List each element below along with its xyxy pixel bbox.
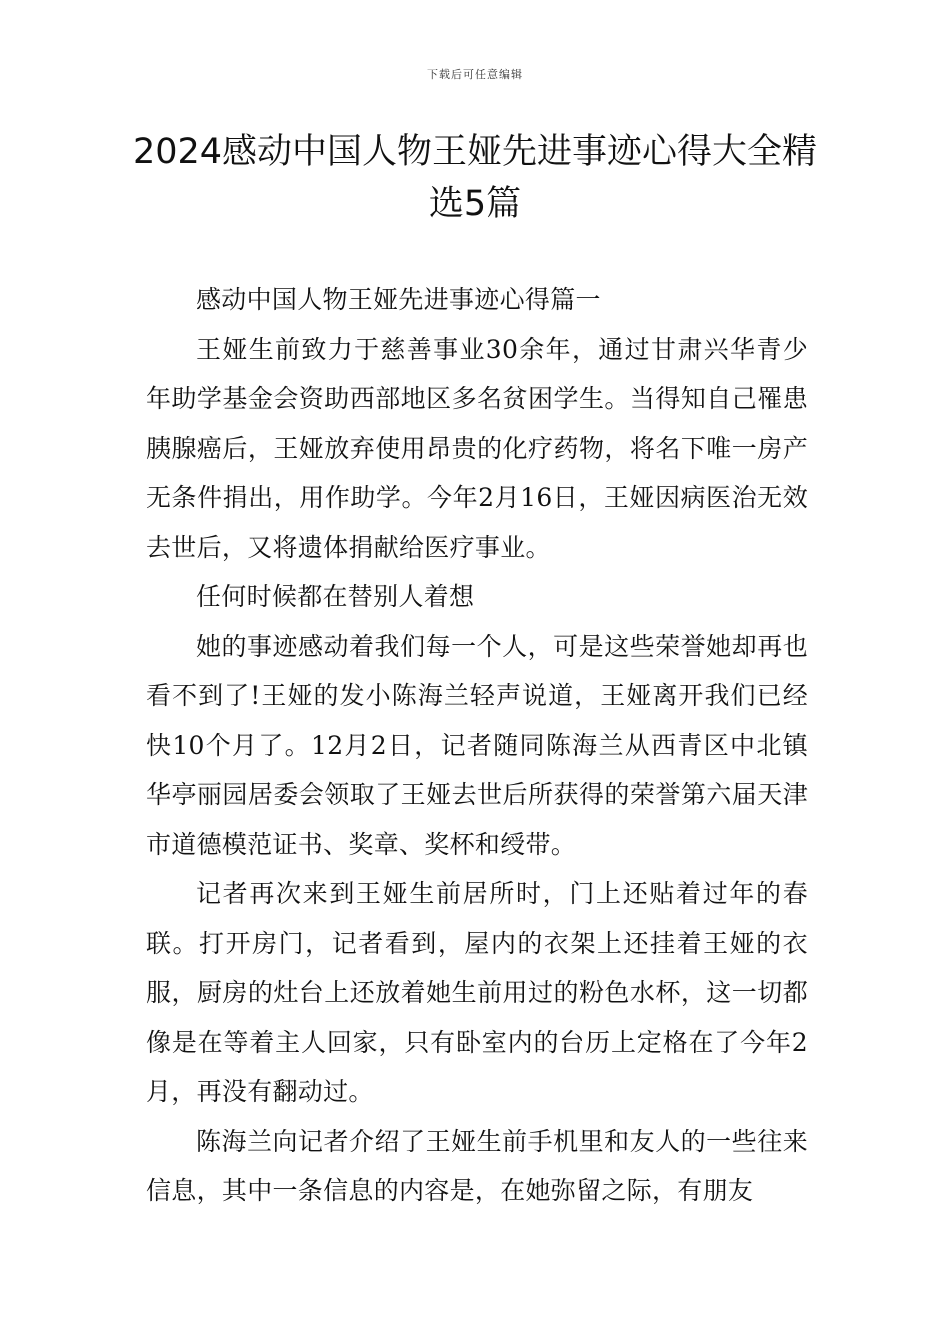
document-title: 2024感动中国人物王娅先进事迹心得大全精选5篇 bbox=[132, 132, 818, 224]
paragraph: 陈海兰向记者介绍了王娅生前手机里和友人的一些往来信息，其中一条信息的内容是，在她弥留之际，有朋友 bbox=[146, 1126, 808, 1205]
header-note: 下载后可任意编辑 bbox=[427, 68, 523, 81]
paragraph: 记者再次来到王娅生前居所时，门上还贴着过年的春联。打开房门，记者看到，屋内的衣架上还挂着王娅的衣服，厨房的灶台上还放着她生前用过的粉色水杯，这一切都像是在等着主人回家，只有卧室内的台历上定格在了今年2月，再没有翻动过。 bbox=[146, 879, 808, 1106]
section-subheading: 任何时候都在替别人着想 bbox=[196, 582, 475, 611]
paragraph: 她的事迹感动着我们每一个人，可是这些荣誉她却再也看不到了!王娅的发小陈海兰轻声说道，王娅离开我们已经快10个月了。12月2日，记者随同陈海兰从西青区中北镇华亭丽园居委会领取了王娅去世后所获得的荣誉第六届天津市道德模范证书、奖章、奖杯和绶带。 bbox=[146, 631, 808, 859]
paragraph: 王娅生前致力于慈善事业30余年，通过甘肃兴华青少年助学基金会资助西部地区多名贫困学生。当得知自己罹患胰腺癌后，王娅放弃使用昂贵的化疗药物，将名下唯一房产无条件捐出，用作助学。今年2月16日，王娅因病医治无效去世后，又将遗体捐献给医疗事业。 bbox=[146, 334, 808, 562]
document-body bbox=[146, 275, 808, 1216]
section-heading: 感动中国人物王娅先进事迹心得篇一 bbox=[196, 285, 601, 314]
